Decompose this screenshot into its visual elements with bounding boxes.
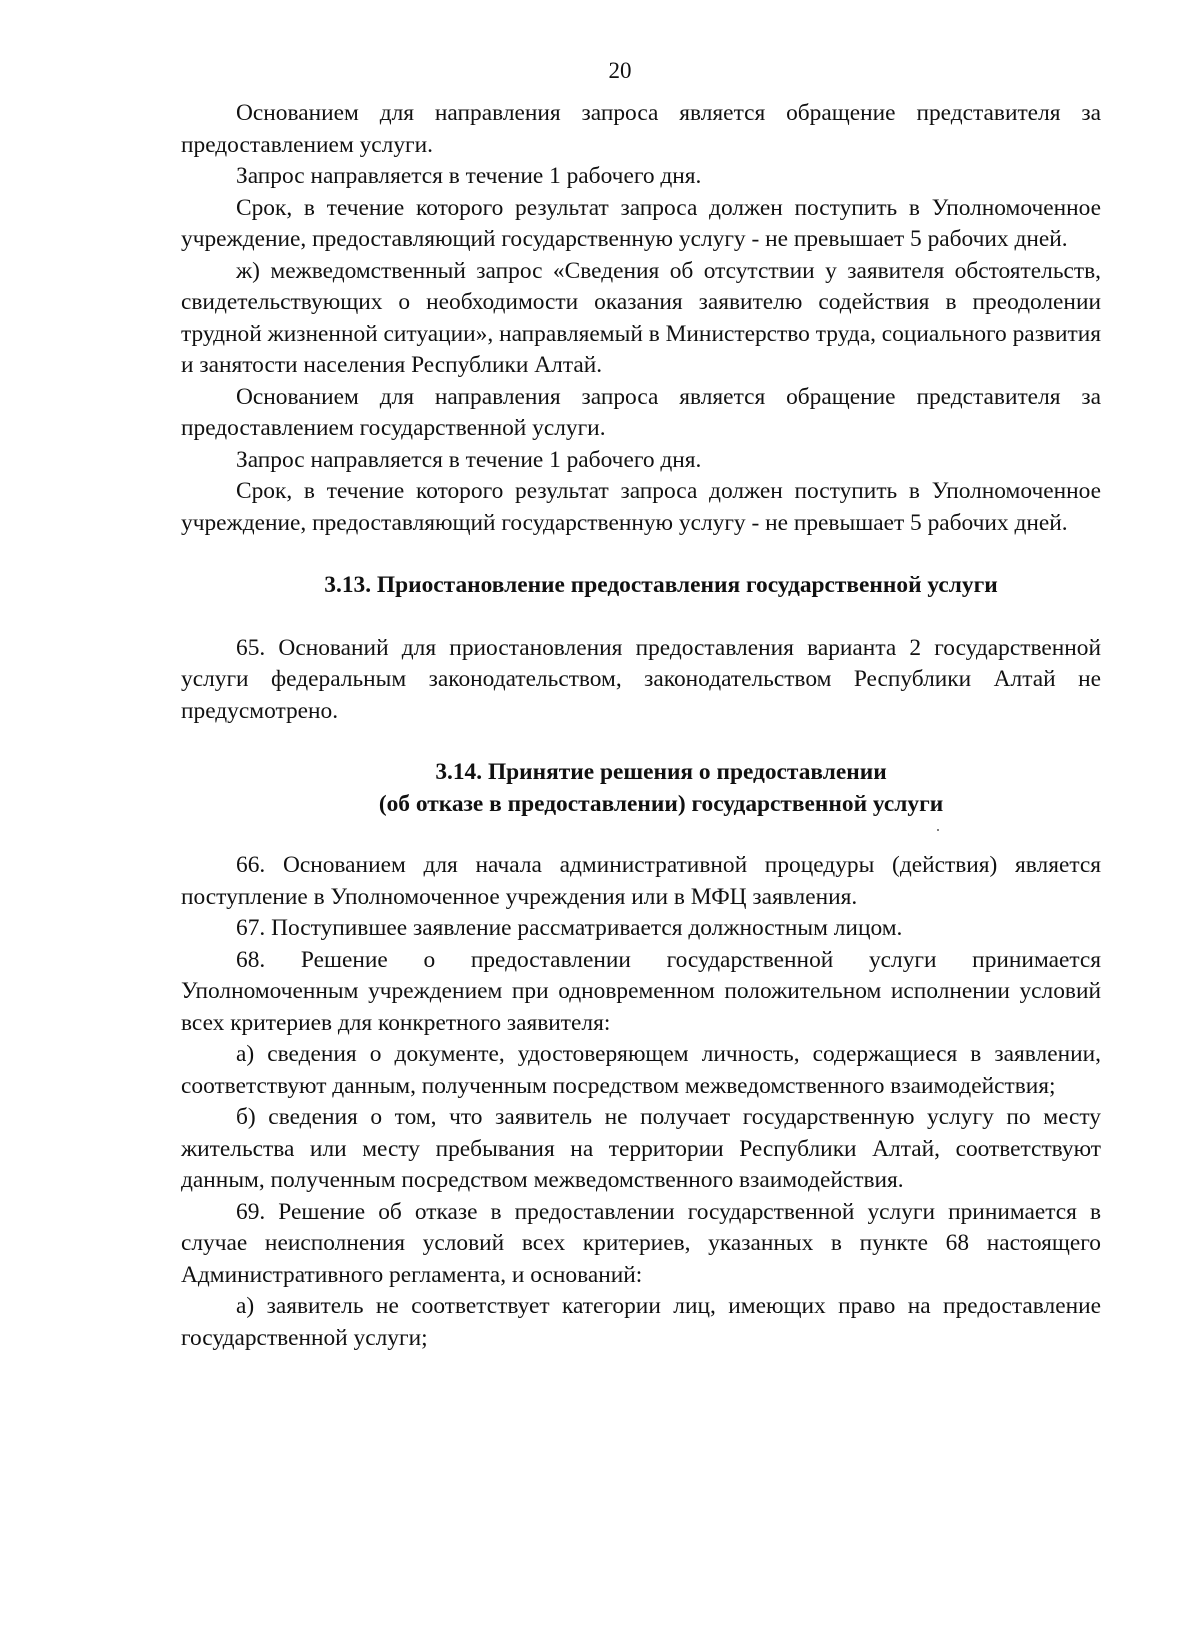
paragraph: а) сведения о документе, удостоверяющем личность, содержащиеся в заявлении, соответствуют данным, полученным посредством межведомственного взаимодействия; xyxy=(181,1041,1101,1099)
scan-speck xyxy=(937,829,939,831)
paragraph: 66. Основанием для начала административной процедуры (действия) является поступление в Уполномоченное учреждения или в МФЦ заявления. xyxy=(181,852,1101,910)
paragraph: 67. Поступившее заявление рассматривается должностным лицом. xyxy=(236,915,903,941)
paragraph: Запрос направляется в течение 1 рабочего дня. xyxy=(236,446,702,473)
paragraph: Срок, в течение которого результат запроса должен поступить в Уполномоченное учреждение, предоставляющий государственную услугу - не превышает 5 рабочих дней. xyxy=(181,478,1101,536)
paragraph: Срок, в течение которого результат запроса должен поступить в Уполномоченное учреждение, предоставляющий государственную услугу - не превышает 5 рабочих дней. xyxy=(181,194,1101,252)
section-heading-3-14 xyxy=(181,757,1101,820)
paragraph: Основанием для направления запроса является обращение представителя за предоставлением услуги. xyxy=(181,100,1101,158)
paragraph: б) сведения о том, что заявитель не получает государственную услугу по месту жительства или месту пребывания на территории Республики Алтай, соответствуют данным, полученным посредством межведомственного взаимодействия. xyxy=(181,1104,1101,1193)
paragraph: 68. Решение о предоставлении государственной услуги принимается Уполномоченным учреждением при одновременном положительном исполнении условий всех критериев для конкретного заявителя: xyxy=(181,946,1101,1036)
section-heading-3-13: 3.13. Приостановление предоставления государственной услуги xyxy=(324,572,998,598)
paragraph: Основанием для направления запроса является обращение представителя за предоставлением государственной услуги. xyxy=(181,383,1101,441)
paragraph: 69. Решение об отказе в предоставлении государственной услуги принимается в случае неисполнения условий всех критериев, указанных в пункте 68 настоящего Административного регламента, и оснований: xyxy=(181,1198,1101,1288)
paragraph: Запрос направляется в течение 1 рабочего дня. xyxy=(236,163,702,189)
page-number: 20 xyxy=(608,58,632,83)
section-heading-line: (об отказе в предоставлении) государственной услуги xyxy=(378,790,944,817)
document-body xyxy=(181,98,1101,1354)
paragraph: 65. Оснований для приостановления предоставления варианта 2 государственной услуги федеральным законодательством, законодательством Республики Алтай не предусмотрено. xyxy=(181,634,1101,724)
section-heading-line: 3.14. Принятие решения о предоставлении xyxy=(435,759,887,785)
paragraph: а) заявитель не соответствует категории лиц, имеющих право на предоставление государственной услуги; xyxy=(181,1293,1101,1351)
paragraph: ж) межведомственный запрос «Сведения об отсутствии у заявителя обстоятельств, свидетельствующих о необходимости оказания заявителю содействия в преодолении трудной жизненной ситуации», направляемый в Министерство труда, социального развития и занятости населения Республики Алтай. xyxy=(181,257,1101,378)
